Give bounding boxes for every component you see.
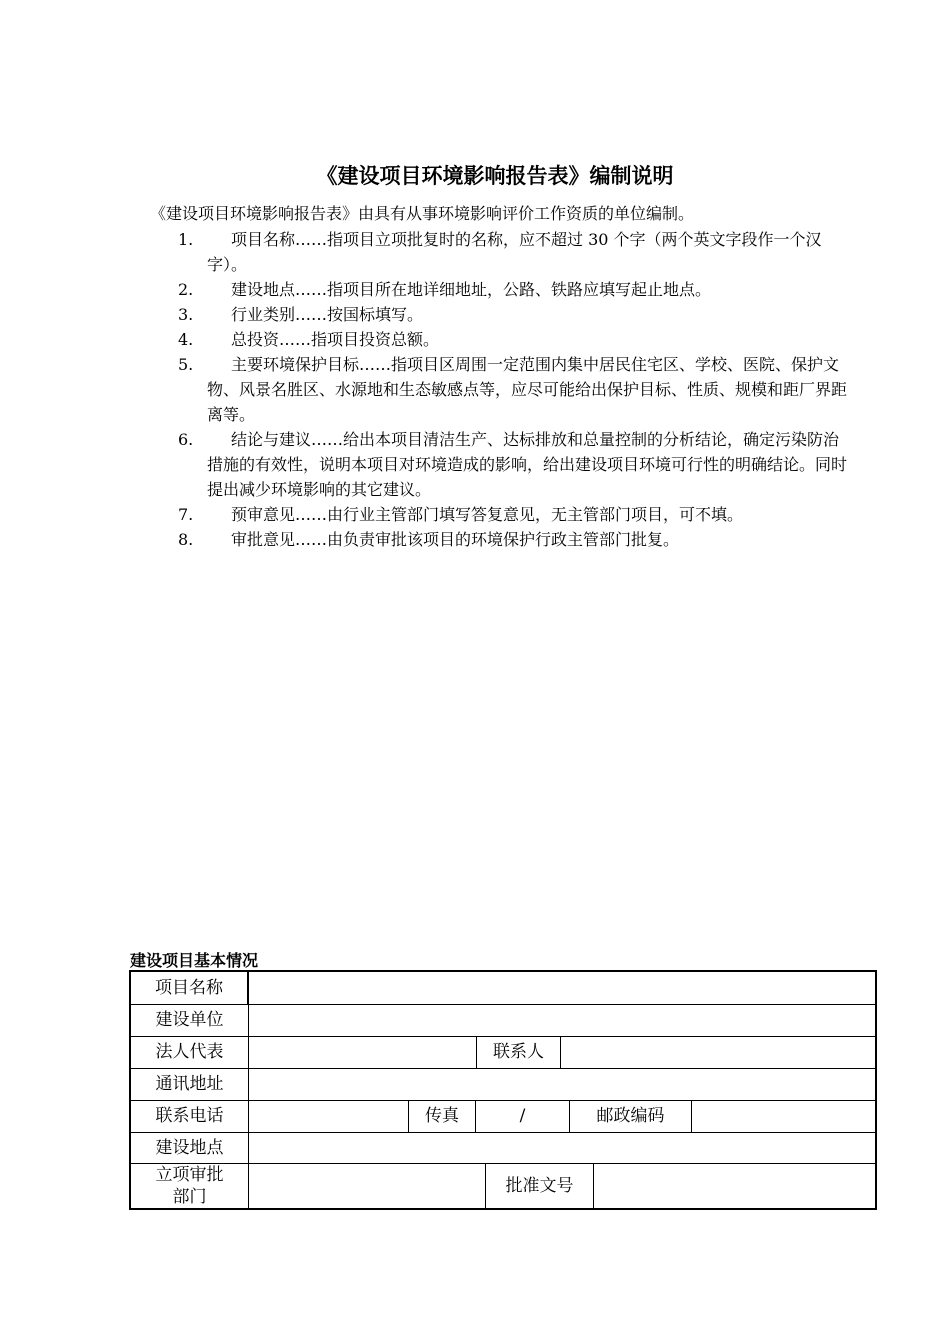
contact-person-label: 联系人 (477, 1036, 561, 1068)
table-row (131, 1132, 875, 1164)
item-number: 5. (178, 355, 194, 374)
intro-text: 《建设项目环境影响报告表》由具有从事环境影响评价工作资质的单位编制。 (150, 204, 695, 223)
phone-field[interactable] (249, 1100, 409, 1132)
instructions-list (178, 227, 850, 552)
item-text: 项目名称……指项目立项批复时的名称，应不超过 30 个字（两个英文字段作一个汉字）。 (207, 230, 822, 274)
list-item (178, 277, 850, 302)
approval-doc-label: 批准文号 (486, 1163, 594, 1208)
item-number: 8. (178, 530, 194, 549)
address-label: 通讯地址 (131, 1068, 249, 1100)
fax-field[interactable]: / (476, 1100, 570, 1132)
construction-unit-field[interactable] (249, 1004, 875, 1036)
section-title: 建设项目基本情况 (130, 951, 259, 970)
table-row (131, 1004, 875, 1037)
item-text: 行业类别……按国标填写。 (231, 305, 424, 324)
postal-code-field[interactable] (692, 1100, 875, 1132)
postal-code-label: 邮政编码 (570, 1100, 692, 1132)
list-item (178, 502, 850, 527)
project-name-field[interactable] (249, 972, 875, 1004)
item-text: 总投资……指项目投资总额。 (231, 330, 440, 349)
list-item (178, 527, 850, 552)
legal-rep-field[interactable] (249, 1036, 477, 1068)
fax-label: 传真 (409, 1100, 476, 1132)
table-row (131, 1036, 875, 1069)
list-item (178, 227, 850, 277)
item-text: 预审意见……由行业主管部门填写答复意见，无主管部门项目，可不填。 (231, 505, 744, 524)
approval-dept-label: 立项审批部门 (131, 1163, 249, 1208)
item-number: 4. (178, 330, 194, 349)
approval-dept-field[interactable] (249, 1163, 486, 1208)
list-item (178, 302, 850, 327)
table-row (131, 972, 875, 1005)
item-number: 7. (178, 505, 194, 524)
item-number: 1. (178, 230, 194, 249)
phone-label: 联系电话 (131, 1100, 249, 1132)
approval-doc-field[interactable] (594, 1163, 875, 1208)
site-label: 建设地点 (131, 1132, 249, 1163)
item-text: 主要环境保护目标……指项目区周围一定范围内集中居民住宅区、学校、医院、保护文物、风景名胜区、水源地和生态敏感点等，应尽可能给出保护目标、性质、规模和距厂界距离等。 (207, 355, 848, 424)
site-field[interactable] (249, 1132, 875, 1163)
item-number: 6. (178, 430, 194, 449)
legal-rep-label: 法人代表 (131, 1036, 249, 1068)
item-text: 建设地点……指项目所在地详细地址，公路、铁路应填写起止地点。 (231, 280, 712, 299)
item-number: 3. (178, 305, 194, 324)
list-item (178, 352, 850, 427)
item-text: 审批意见……由负责审批该项目的环境保护行政主管部门批复。 (231, 530, 680, 549)
item-number: 2. (178, 280, 194, 299)
address-field[interactable] (249, 1068, 875, 1100)
table-row (131, 1100, 875, 1133)
table-row (131, 1163, 875, 1208)
basic-info-table (129, 970, 877, 1210)
document-title: 《建设项目环境影响报告表》编制说明 (316, 164, 674, 188)
item-text: 结论与建议……给出本项目清洁生产、达标排放和总量控制的分析结论，确定污染防治措施的有效性，说明本项目对环境造成的影响，给出建设项目环境可行性的明确结论。同时提出减少环境影响的其它建议。 (207, 430, 848, 499)
construction-unit-label: 建设单位 (131, 1004, 249, 1036)
contact-person-field[interactable] (561, 1036, 875, 1068)
table-row (131, 1068, 875, 1101)
list-item (178, 327, 850, 352)
list-item (178, 427, 850, 502)
project-name-label: 项目名称 (131, 972, 249, 1004)
